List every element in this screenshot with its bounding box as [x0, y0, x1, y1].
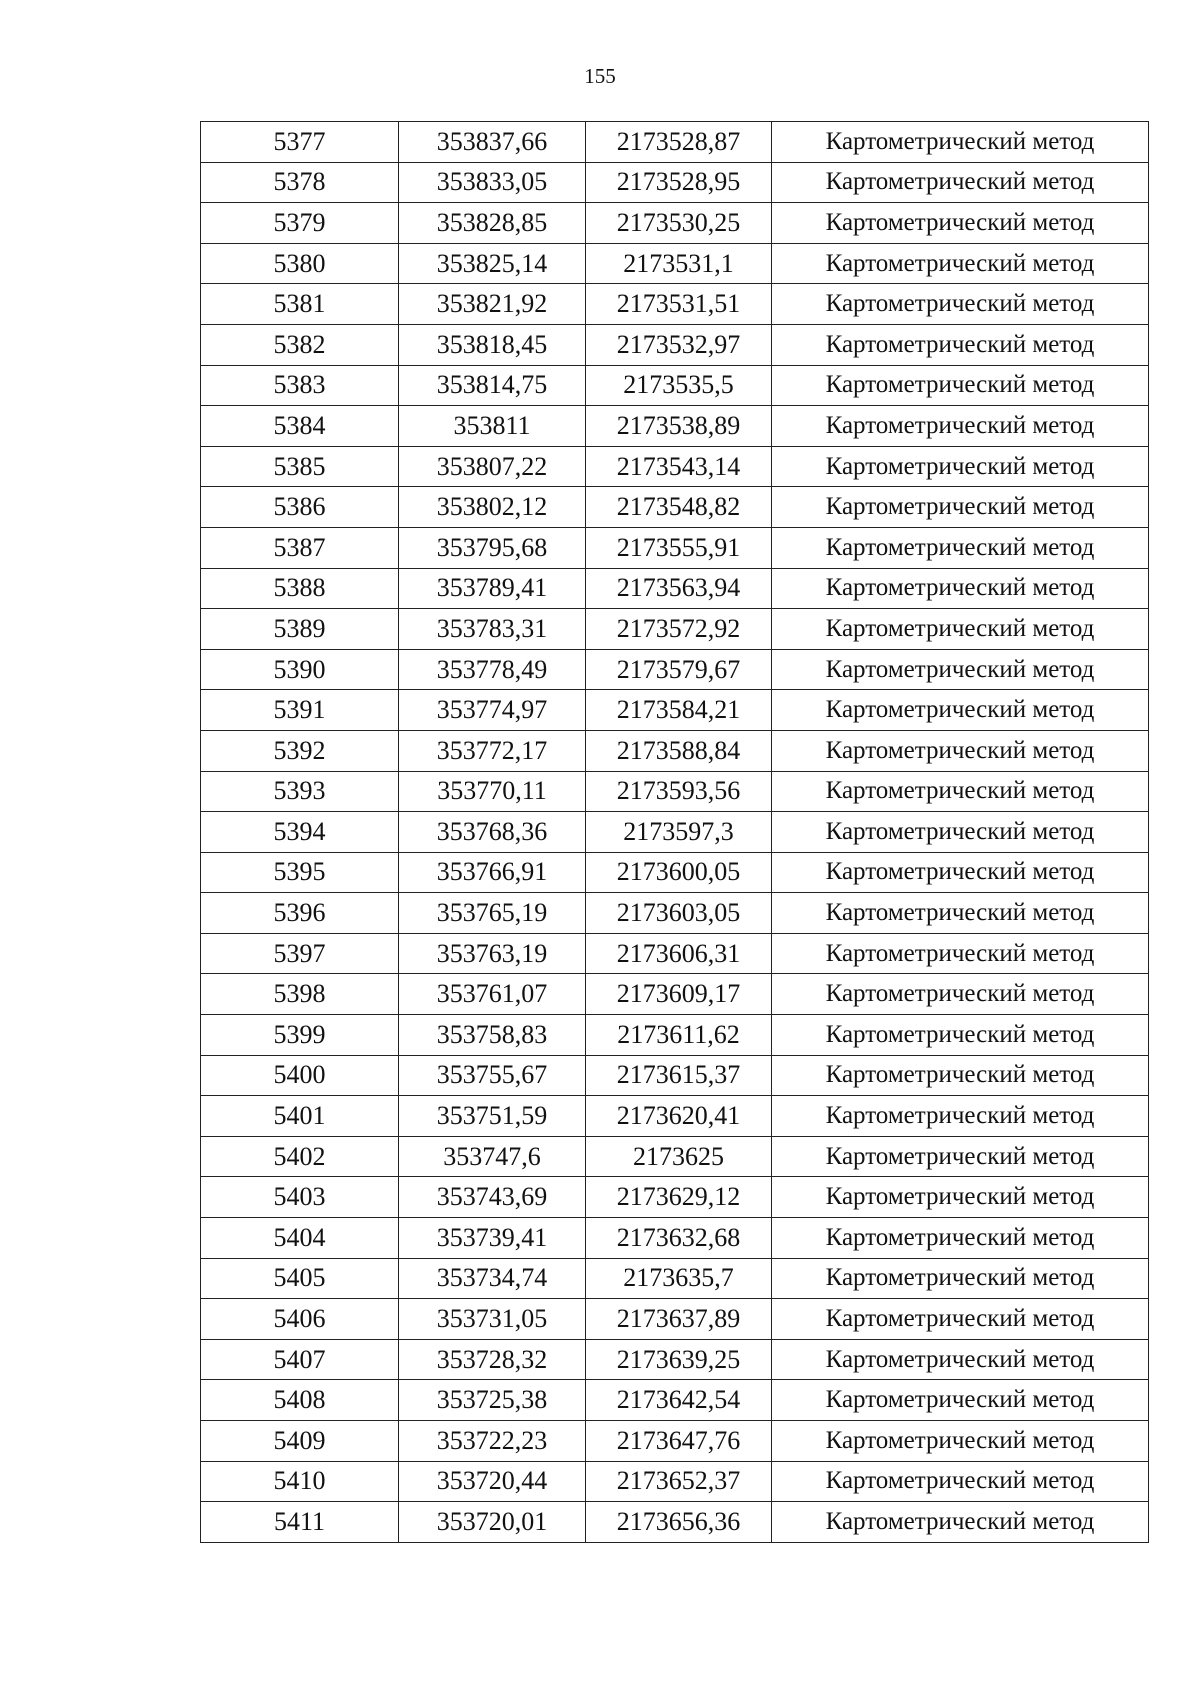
- y-coordinate-cell: 2173593,56: [586, 771, 772, 812]
- x-coordinate-cell: 353770,11: [399, 771, 586, 812]
- point-number-cell: 5388: [201, 568, 399, 609]
- x-coordinate-cell: 353825,14: [399, 243, 586, 284]
- y-coordinate-cell: 2173600,05: [586, 852, 772, 893]
- table-row: [201, 649, 1149, 690]
- coordinates-table-body: [201, 122, 1149, 1543]
- point-number-cell: 5379: [201, 203, 399, 244]
- y-coordinate-cell: 2173579,67: [586, 649, 772, 690]
- table-row: [201, 203, 1149, 244]
- point-number-cell: 5398: [201, 974, 399, 1015]
- table-row: [201, 487, 1149, 528]
- point-number-cell: 5382: [201, 324, 399, 365]
- x-coordinate-cell: 353761,07: [399, 974, 586, 1015]
- point-number-cell: 5377: [201, 122, 399, 163]
- table-row: [201, 243, 1149, 284]
- y-coordinate-cell: 2173563,94: [586, 568, 772, 609]
- method-cell: Картометрический метод: [772, 1380, 1149, 1421]
- point-number-cell: 5399: [201, 1015, 399, 1056]
- table-row: [201, 730, 1149, 771]
- y-coordinate-cell: 2173528,95: [586, 162, 772, 203]
- method-cell: Картометрический метод: [772, 1258, 1149, 1299]
- point-number-cell: 5394: [201, 812, 399, 853]
- table-row: [201, 974, 1149, 1015]
- table-row: [201, 1299, 1149, 1340]
- method-cell: Картометрический метод: [772, 852, 1149, 893]
- table-row: [201, 284, 1149, 325]
- x-coordinate-cell: 353783,31: [399, 609, 586, 650]
- method-cell: Картометрический метод: [772, 893, 1149, 934]
- point-number-cell: 5391: [201, 690, 399, 731]
- y-coordinate-cell: 2173647,76: [586, 1421, 772, 1462]
- table-row: [201, 1055, 1149, 1096]
- method-cell: Картометрический метод: [772, 446, 1149, 487]
- method-cell: Картометрический метод: [772, 203, 1149, 244]
- table-row: [201, 1258, 1149, 1299]
- point-number-cell: 5403: [201, 1177, 399, 1218]
- method-cell: Картометрический метод: [772, 730, 1149, 771]
- table-row: [201, 1015, 1149, 1056]
- method-cell: Картометрический метод: [772, 1339, 1149, 1380]
- point-number-cell: 5396: [201, 893, 399, 934]
- x-coordinate-cell: 353833,05: [399, 162, 586, 203]
- point-number-cell: 5380: [201, 243, 399, 284]
- y-coordinate-cell: 2173597,3: [586, 812, 772, 853]
- table-row: [201, 812, 1149, 853]
- table-row: [201, 690, 1149, 731]
- y-coordinate-cell: 2173532,97: [586, 324, 772, 365]
- table-row: [201, 406, 1149, 447]
- method-cell: Картометрический метод: [772, 1177, 1149, 1218]
- method-cell: Картометрический метод: [772, 487, 1149, 528]
- y-coordinate-cell: 2173642,54: [586, 1380, 772, 1421]
- x-coordinate-cell: 353766,91: [399, 852, 586, 893]
- y-coordinate-cell: 2173531,1: [586, 243, 772, 284]
- x-coordinate-cell: 353828,85: [399, 203, 586, 244]
- method-cell: Картометрический метод: [772, 568, 1149, 609]
- y-coordinate-cell: 2173535,5: [586, 365, 772, 406]
- method-cell: Картометрический метод: [772, 1015, 1149, 1056]
- point-number-cell: 5397: [201, 933, 399, 974]
- point-number-cell: 5389: [201, 609, 399, 650]
- method-cell: Картометрический метод: [772, 812, 1149, 853]
- x-coordinate-cell: 353814,75: [399, 365, 586, 406]
- method-cell: Картометрический метод: [772, 933, 1149, 974]
- method-cell: Картометрический метод: [772, 243, 1149, 284]
- point-number-cell: 5408: [201, 1380, 399, 1421]
- x-coordinate-cell: 353722,23: [399, 1421, 586, 1462]
- x-coordinate-cell: 353739,41: [399, 1218, 586, 1259]
- method-cell: Картометрический метод: [772, 162, 1149, 203]
- y-coordinate-cell: 2173584,21: [586, 690, 772, 731]
- method-cell: Картометрический метод: [772, 609, 1149, 650]
- x-coordinate-cell: 353743,69: [399, 1177, 586, 1218]
- method-cell: Картометрический метод: [772, 1421, 1149, 1462]
- x-coordinate-cell: 353807,22: [399, 446, 586, 487]
- y-coordinate-cell: 2173528,87: [586, 122, 772, 163]
- x-coordinate-cell: 353768,36: [399, 812, 586, 853]
- method-cell: Картометрический метод: [772, 1502, 1149, 1543]
- y-coordinate-cell: 2173620,41: [586, 1096, 772, 1137]
- x-coordinate-cell: 353765,19: [399, 893, 586, 934]
- method-cell: Картометрический метод: [772, 649, 1149, 690]
- table-row: [201, 1380, 1149, 1421]
- point-number-cell: 5390: [201, 649, 399, 690]
- table-row: [201, 771, 1149, 812]
- method-cell: Картометрический метод: [772, 1096, 1149, 1137]
- y-coordinate-cell: 2173531,51: [586, 284, 772, 325]
- x-coordinate-cell: 353728,32: [399, 1339, 586, 1380]
- point-number-cell: 5402: [201, 1136, 399, 1177]
- x-coordinate-cell: 353720,01: [399, 1502, 586, 1543]
- point-number-cell: 5384: [201, 406, 399, 447]
- method-cell: Картометрический метод: [772, 406, 1149, 447]
- y-coordinate-cell: 2173606,31: [586, 933, 772, 974]
- table-row: [201, 365, 1149, 406]
- method-cell: Картометрический метод: [772, 324, 1149, 365]
- table-row: [201, 1218, 1149, 1259]
- point-number-cell: 5383: [201, 365, 399, 406]
- table-row: [201, 1177, 1149, 1218]
- point-number-cell: 5386: [201, 487, 399, 528]
- point-number-cell: 5381: [201, 284, 399, 325]
- method-cell: Картометрический метод: [772, 122, 1149, 163]
- x-coordinate-cell: 353758,83: [399, 1015, 586, 1056]
- x-coordinate-cell: 353811: [399, 406, 586, 447]
- method-cell: Картометрический метод: [772, 1055, 1149, 1096]
- table-row: [201, 933, 1149, 974]
- point-number-cell: 5404: [201, 1218, 399, 1259]
- y-coordinate-cell: 2173530,25: [586, 203, 772, 244]
- y-coordinate-cell: 2173625: [586, 1136, 772, 1177]
- x-coordinate-cell: 353837,66: [399, 122, 586, 163]
- point-number-cell: 5392: [201, 730, 399, 771]
- x-coordinate-cell: 353747,6: [399, 1136, 586, 1177]
- point-number-cell: 5395: [201, 852, 399, 893]
- x-coordinate-cell: 353778,49: [399, 649, 586, 690]
- y-coordinate-cell: 2173635,7: [586, 1258, 772, 1299]
- table-row: [201, 609, 1149, 650]
- method-cell: Картометрический метод: [772, 365, 1149, 406]
- table-row: [201, 162, 1149, 203]
- x-coordinate-cell: 353802,12: [399, 487, 586, 528]
- page-number: 155: [584, 64, 616, 88]
- y-coordinate-cell: 2173639,25: [586, 1339, 772, 1380]
- table-row: [201, 1096, 1149, 1137]
- table-row: [201, 568, 1149, 609]
- y-coordinate-cell: 2173615,37: [586, 1055, 772, 1096]
- method-cell: Картометрический метод: [772, 974, 1149, 1015]
- x-coordinate-cell: 353818,45: [399, 324, 586, 365]
- point-number-cell: 5400: [201, 1055, 399, 1096]
- method-cell: Картометрический метод: [772, 1136, 1149, 1177]
- y-coordinate-cell: 2173656,36: [586, 1502, 772, 1543]
- y-coordinate-cell: 2173555,91: [586, 527, 772, 568]
- x-coordinate-cell: 353731,05: [399, 1299, 586, 1340]
- point-number-cell: 5378: [201, 162, 399, 203]
- x-coordinate-cell: 353763,19: [399, 933, 586, 974]
- y-coordinate-cell: 2173629,12: [586, 1177, 772, 1218]
- y-coordinate-cell: 2173588,84: [586, 730, 772, 771]
- table-row: [201, 1461, 1149, 1502]
- table-row: [201, 1421, 1149, 1462]
- table-row: [201, 324, 1149, 365]
- x-coordinate-cell: 353751,59: [399, 1096, 586, 1137]
- point-number-cell: 5385: [201, 446, 399, 487]
- y-coordinate-cell: 2173538,89: [586, 406, 772, 447]
- table-row: [201, 852, 1149, 893]
- y-coordinate-cell: 2173609,17: [586, 974, 772, 1015]
- y-coordinate-cell: 2173632,68: [586, 1218, 772, 1259]
- x-coordinate-cell: 353795,68: [399, 527, 586, 568]
- x-coordinate-cell: 353755,67: [399, 1055, 586, 1096]
- point-number-cell: 5406: [201, 1299, 399, 1340]
- y-coordinate-cell: 2173543,14: [586, 446, 772, 487]
- x-coordinate-cell: 353734,74: [399, 1258, 586, 1299]
- coordinates-table: [200, 121, 1149, 1543]
- point-number-cell: 5405: [201, 1258, 399, 1299]
- y-coordinate-cell: 2173652,37: [586, 1461, 772, 1502]
- table-row: [201, 527, 1149, 568]
- point-number-cell: 5387: [201, 527, 399, 568]
- x-coordinate-cell: 353772,17: [399, 730, 586, 771]
- point-number-cell: 5393: [201, 771, 399, 812]
- table-row: [201, 893, 1149, 934]
- method-cell: Картометрический метод: [772, 1218, 1149, 1259]
- table-row: [201, 122, 1149, 163]
- point-number-cell: 5401: [201, 1096, 399, 1137]
- table-row: [201, 446, 1149, 487]
- method-cell: Картометрический метод: [772, 527, 1149, 568]
- y-coordinate-cell: 2173548,82: [586, 487, 772, 528]
- table-row: [201, 1502, 1149, 1543]
- method-cell: Картометрический метод: [772, 1299, 1149, 1340]
- y-coordinate-cell: 2173637,89: [586, 1299, 772, 1340]
- x-coordinate-cell: 353720,44: [399, 1461, 586, 1502]
- x-coordinate-cell: 353821,92: [399, 284, 586, 325]
- y-coordinate-cell: 2173572,92: [586, 609, 772, 650]
- point-number-cell: 5410: [201, 1461, 399, 1502]
- point-number-cell: 5411: [201, 1502, 399, 1543]
- point-number-cell: 5407: [201, 1339, 399, 1380]
- method-cell: Картометрический метод: [772, 690, 1149, 731]
- y-coordinate-cell: 2173603,05: [586, 893, 772, 934]
- method-cell: Картометрический метод: [772, 771, 1149, 812]
- x-coordinate-cell: 353774,97: [399, 690, 586, 731]
- y-coordinate-cell: 2173611,62: [586, 1015, 772, 1056]
- method-cell: Картометрический метод: [772, 1461, 1149, 1502]
- x-coordinate-cell: 353725,38: [399, 1380, 586, 1421]
- table-row: [201, 1136, 1149, 1177]
- point-number-cell: 5409: [201, 1421, 399, 1462]
- table-row: [201, 1339, 1149, 1380]
- method-cell: Картометрический метод: [772, 284, 1149, 325]
- x-coordinate-cell: 353789,41: [399, 568, 586, 609]
